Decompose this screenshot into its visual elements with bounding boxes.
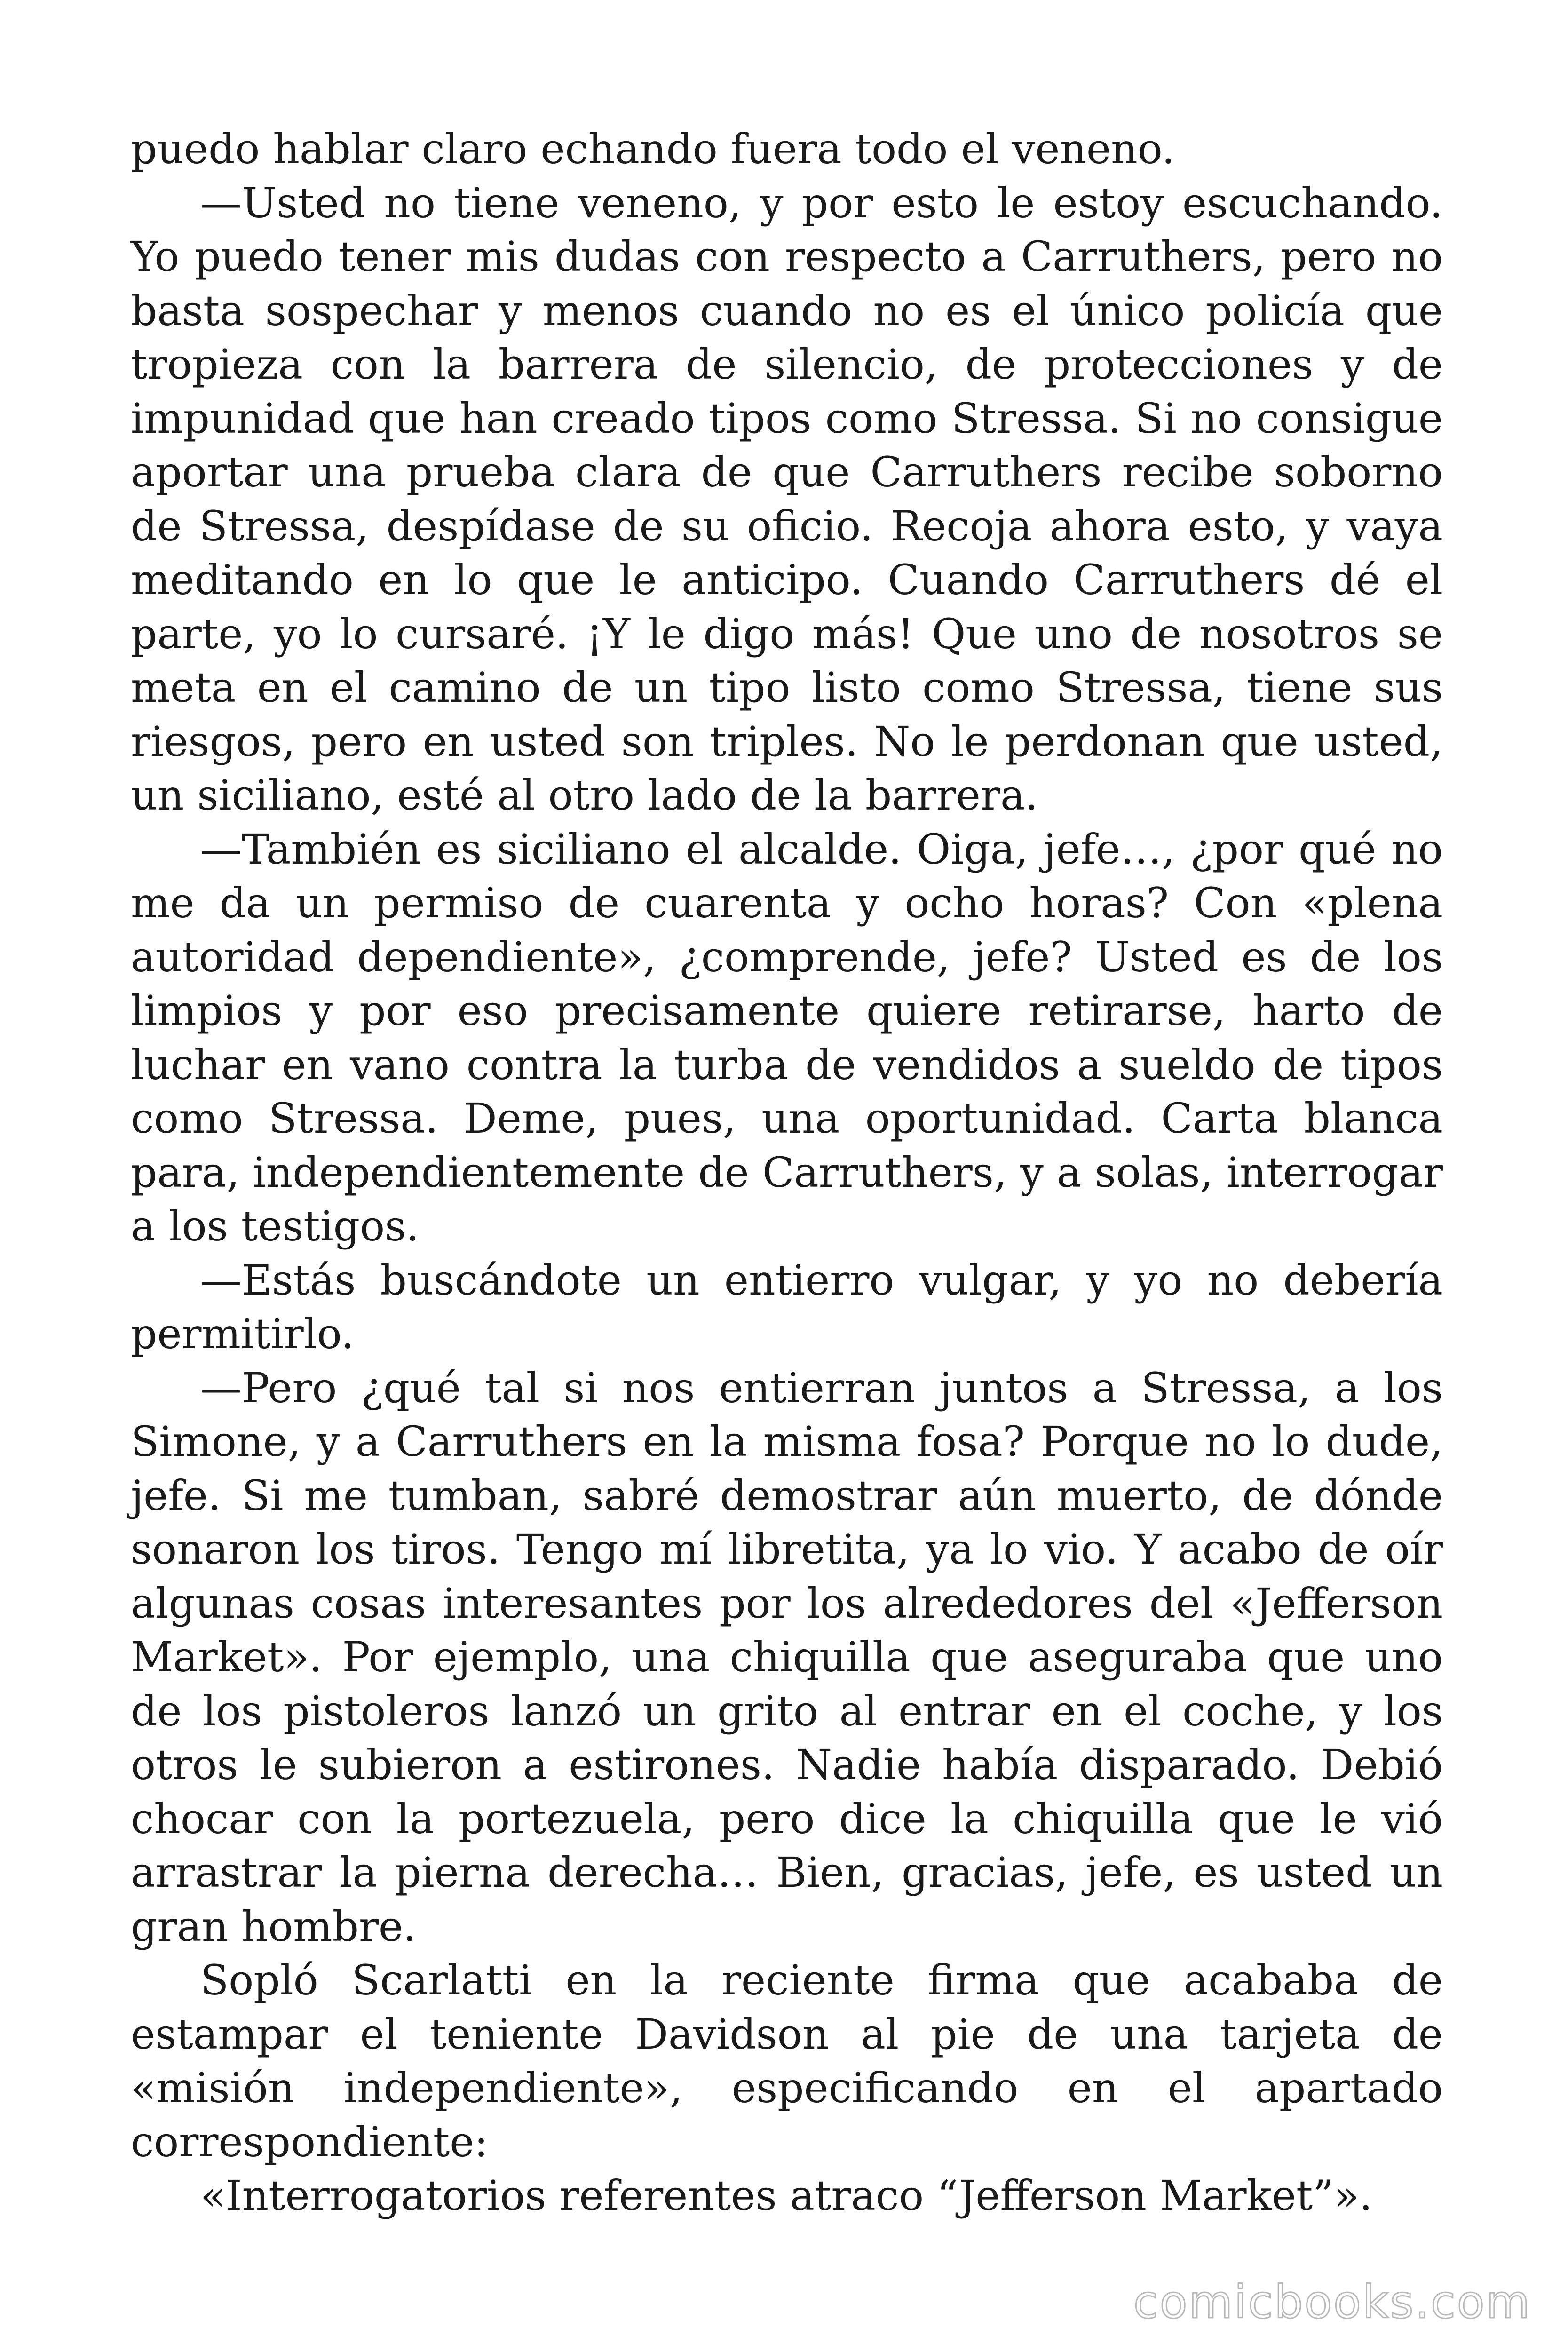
paragraph-continuation: puedo hablar claro echando fuera todo el veneno. (131, 125, 1175, 173)
paragraph-dialogue-3: —Estás buscándote un entierro vulgar, y yo no debería permitirlo. (131, 1255, 1443, 1358)
body-text (131, 122, 1443, 2223)
paragraph-dialogue-1: —Usted no tiene veneno, y por esto le estoy escuchando. Yo puedo tener mis dudas con respecto a Carruthers, pero no basta sospechar y menos cuando no es el único policía que tropieza con la barrera de silencio, de protecciones y de impunidad que han creado tipos como Stressa. Si no consigue aportar una prueba clara de que Carruthers recibe soborno de Stressa, despídase de su oficio. Recoja ahora esto, y vaya meditando en lo que le anticipo. Cuando Carruthers dé el parte, yo lo cursaré. ¡Y le digo más! Que uno de nosotros se meta en el camino de un tipo listo como Stressa, tiene sus riesgos, pero en usted son triples. No le perdonan que usted, un siciliano, esté al otro lado de la barrera. (131, 178, 1443, 819)
paragraph-narration: Sopló Scarlatti en la reciente firma que acababa de estampar el teniente Davidson al pie de una tarjeta de «misión independiente», especificando en el apartado correspondiente: (131, 1956, 1443, 2166)
paragraph-dialogue-2: —También es siciliano el alcalde. Oiga, jefe…, ¿por qué no me da un permiso de cuarenta y ocho horas? Con «plena autoridad dependiente», ¿comprende, jefe? Usted es de los limpios y por eso precisamente quiere retirarse, harto de luchar en vano contra la turba de vendidos a sueldo de tipos como Stressa. Deme, pues, una oportunidad. Carta blanca para, independientemente de Carruthers, y a solas, interrogar a los testigos. (131, 825, 1443, 1250)
watermark: comicbooks.com (1133, 2276, 1531, 2328)
paragraph-dialogue-4: —Pero ¿qué tal si nos entierran juntos a Stressa, a los Simone, y a Carruthers en la misma fosa? Porque no lo dude, jefe. Si me tumban, sabré demostrar aún muerto, de dónde sonaron los tiros. Tengo mí libretita, ya lo vio. Y acabo de oír algunas cosas interesantes por los alrededores del «Jefferson Market». Por ejemplo, una chiquilla que aseguraba que uno de los pistoleros lanzó un grito al entrar en el coche, y los otros le subieron a estirones. Nadie había disparado. Debió chocar con la portezuela, pero dice la chiquilla que le vió arrastrar la pierna derecha… Bien, gracias, jefe, es usted un gran hombre. (131, 1363, 1443, 1951)
paragraph-quote: «Interrogatorios referentes atraco “Jefferson Market”». (200, 2171, 1373, 2220)
